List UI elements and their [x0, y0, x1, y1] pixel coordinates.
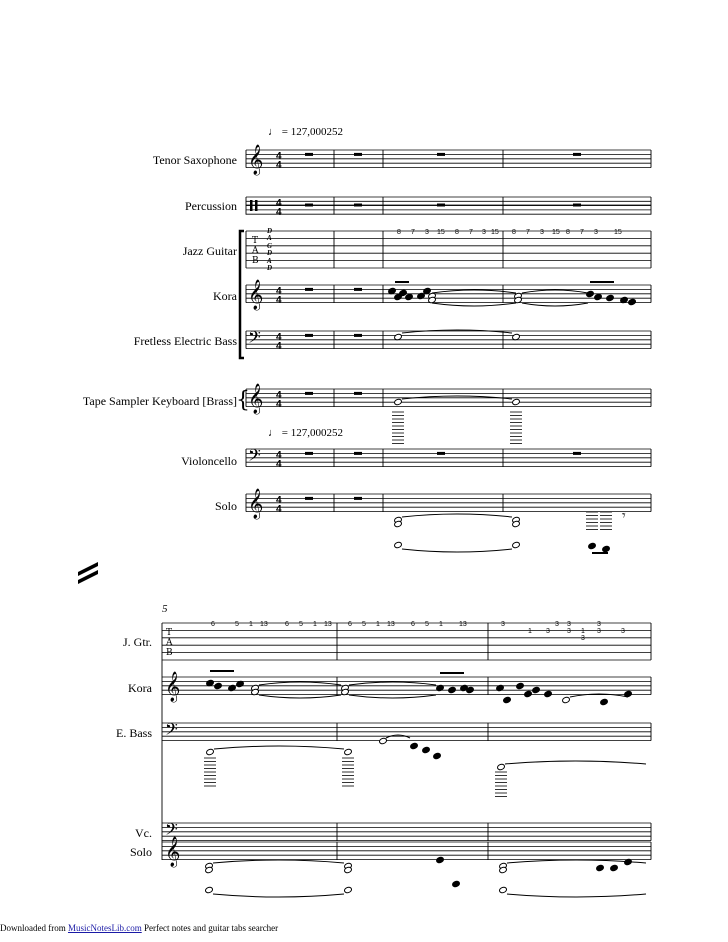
whole-rest [354, 334, 362, 337]
instrument-label-j-gtr: J. Gtr. [122, 635, 152, 649]
kora-note [594, 293, 603, 300]
tab-clef-icon: B [166, 648, 173, 658]
bass-clef-icon: 𝄢 [165, 819, 178, 843]
tie [522, 303, 588, 306]
time-signature: 4 [276, 495, 282, 506]
tie [505, 761, 646, 764]
whole-rest [354, 497, 362, 500]
kora-note [544, 690, 553, 697]
instrument-label-tape-sampler: Tape Sampler Keyboard [Brass] [82, 394, 237, 408]
kora-note [628, 298, 637, 305]
time-signature: 4 [276, 207, 282, 218]
tie [402, 330, 512, 333]
bass-clef-icon: 𝄢 [165, 719, 178, 743]
tie [259, 682, 341, 685]
tie [214, 746, 344, 749]
kora-note [532, 686, 541, 693]
solo-note [452, 880, 461, 887]
measure-number: 5 [162, 603, 168, 615]
staff-solo [246, 494, 651, 512]
tab-tuning: D A G D A D [267, 227, 273, 273]
whole-rest [354, 153, 362, 156]
bass-note [433, 752, 442, 759]
whole-rest [437, 204, 445, 207]
bass-note [379, 737, 388, 744]
whole-rest [305, 153, 313, 156]
treble-clef-icon: 𝄞 [248, 489, 264, 519]
whole-rest [354, 288, 362, 291]
staff-tenor-sax [246, 150, 651, 168]
staff-vc [162, 823, 651, 841]
whole-rest [437, 153, 445, 156]
beam [395, 281, 409, 283]
time-signature: 4 [276, 151, 282, 162]
tab-clef-icon: B [252, 256, 259, 266]
instrument-label-fretless-bass: Fretless Electric Bass [133, 334, 237, 348]
instrument-label-violoncello: Violoncello [181, 454, 237, 468]
system-separator-icon [78, 562, 98, 584]
tie [349, 682, 436, 685]
tab-clef-icon: A [166, 638, 173, 648]
kora-note [448, 686, 457, 693]
tie [402, 549, 512, 552]
staff-fretless-bass [246, 331, 651, 349]
kora-note [503, 696, 512, 703]
tie [522, 290, 588, 293]
tab-clef-icon: T [252, 236, 259, 246]
whole-rest [437, 452, 445, 455]
solo-note [436, 856, 445, 863]
tie [259, 695, 341, 698]
instrument-label-kora-2: Kora [128, 681, 152, 695]
tie [213, 894, 344, 897]
tie [432, 303, 516, 306]
solo-note [588, 542, 597, 549]
bass-note [206, 748, 215, 755]
whole-rest [354, 392, 362, 395]
kora-note [606, 294, 615, 301]
sampler-note [512, 398, 521, 405]
solo-note [610, 864, 619, 871]
time-signature: 4 [276, 390, 282, 401]
bass-note [422, 746, 431, 753]
tempo-marking-2: ♩ = 127,000252 [268, 427, 343, 439]
whole-rest [305, 452, 313, 455]
whole-rest [305, 204, 313, 207]
instrument-label-e-bass: E. Bass [116, 726, 152, 740]
kora-note [600, 698, 609, 705]
solo-note [499, 886, 508, 893]
tie [402, 514, 512, 517]
bass-note [410, 742, 419, 749]
staff-j-gtr [162, 623, 651, 660]
time-signature: 4 [276, 341, 282, 352]
time-signature: 4 [276, 399, 282, 410]
instrument-label-solo-2: Solo [129, 845, 152, 859]
solo-note [512, 541, 521, 548]
tie [213, 860, 344, 863]
perc-clef-icon [250, 200, 253, 211]
bass-note [344, 748, 353, 755]
whole-rest [305, 334, 313, 337]
treble-clef-icon: 𝄞 [165, 837, 181, 867]
kora-note [624, 690, 633, 697]
time-signature: 4 [276, 332, 282, 343]
staff-tape-sampler [246, 389, 651, 407]
staff-jazz-guitar [246, 231, 651, 268]
time-signature: 4 [276, 450, 282, 461]
tab-clef-icon: A [252, 246, 259, 256]
time-signature: 4 [276, 198, 282, 209]
whole-rest [354, 204, 362, 207]
staff-e-bass [162, 723, 651, 741]
whole-rest [305, 392, 313, 395]
whole-rest [305, 288, 313, 291]
kora-note [586, 290, 595, 297]
footer: Downloaded from MusicNotesLib.com Perfect notes and guitar tabs searcher [0, 923, 279, 933]
treble-clef-icon: 𝄞 [165, 672, 181, 702]
whole-rest [305, 497, 313, 500]
treble-clef-icon: 𝄞 [248, 280, 264, 310]
tab-clef-icon: T [166, 628, 173, 638]
kora-note [524, 690, 533, 697]
kora-note [562, 696, 571, 703]
kora-note [516, 682, 525, 689]
footer-link[interactable]: MusicNotesLib.com [67, 923, 142, 933]
tie [349, 695, 436, 698]
solo-note [602, 545, 611, 552]
beam [590, 281, 614, 283]
instrument-label-vc: Vc. [135, 826, 152, 840]
brace-icon: { [236, 388, 250, 413]
bass-note [497, 763, 506, 770]
time-signature: 4 [276, 459, 282, 470]
solo-note [344, 886, 353, 893]
whole-rest [354, 452, 362, 455]
whole-rest [573, 153, 581, 156]
staff-solo-2 [162, 842, 651, 860]
treble-clef-icon: 𝄞 [248, 384, 264, 414]
tie [507, 894, 646, 897]
whole-rest [573, 204, 581, 207]
time-signature: 4 [276, 286, 282, 297]
bracket [240, 231, 244, 358]
time-signature: 4 [276, 160, 282, 171]
whole-rest [573, 452, 581, 455]
instrument-label-tenor-sax: Tenor Saxophone [152, 153, 237, 167]
beam [440, 672, 464, 674]
quarter-note-icon: ♩ [268, 126, 279, 138]
instrument-label-solo: Solo [214, 499, 237, 513]
sampler-note [394, 398, 403, 405]
solo-note [596, 864, 605, 871]
treble-clef-icon: 𝄞 [248, 145, 264, 175]
time-signature: 4 [276, 504, 282, 515]
instrument-label-kora: Kora [213, 289, 237, 303]
instrument-label-percussion: Percussion [185, 199, 237, 213]
beam [210, 670, 234, 672]
bass-clef-icon: 𝄢 [248, 327, 261, 351]
perc-clef-icon [255, 200, 258, 211]
bass-clef-icon: 𝄢 [248, 445, 261, 469]
eighth-rest-icon: 𝄾 [622, 508, 626, 524]
instrument-label-jazz-guitar: Jazz Guitar [182, 244, 237, 258]
solo-note [205, 886, 214, 893]
staff-violoncello [246, 449, 651, 467]
tempo-marking-1: ♩ = 127,000252 [268, 126, 343, 138]
solo-note [394, 541, 403, 548]
kora-note [214, 682, 223, 689]
beam [592, 552, 608, 554]
quarter-note-icon: ♩ [268, 427, 279, 439]
time-signature: 4 [276, 295, 282, 306]
